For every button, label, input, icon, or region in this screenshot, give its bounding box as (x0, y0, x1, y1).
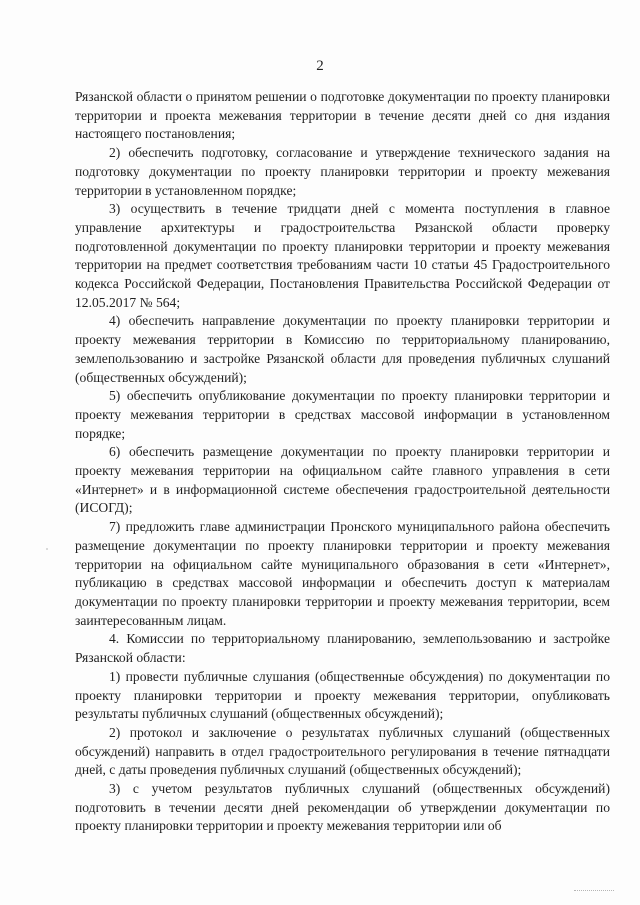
paragraph-section-4-item-2: 2) протокол и заключение о результатах публичных слушаний (общественных обсуждений) направить в отдел градостроительного регулирования в течение пятнадцати дней, с даты проведения публичных слушаний (общественных обсуждений); (75, 724, 610, 778)
paragraph-item-4: 4) обеспечить направление документации по проекту планировки территории и проекту межевания территории в Комиссию по территориальному планированию, землепользованию и застройке Рязанской области для проведения публичных слушаний (общественных обсуждений); (75, 313, 610, 385)
paragraph-section-4-item-1: 1) провести публичные слушания (общественные обсуждения) по документации по проекту планировки территории и проекту межевания территории, опубликовать результаты публичных слушаний (общественных обсуждений); (75, 668, 610, 722)
scan-edge-mark (574, 890, 614, 893)
scan-speck (46, 548, 48, 550)
paragraph-item-6: 6) обеспечить размещение документации по проекту планировки территории и проекту межевания территории на официальном сайте главного управления в сети «Интернет» и в информационной системе обеспечения градостроительной деятельности (ИСОГД); (75, 444, 610, 516)
document-body (75, 88, 610, 836)
paragraph-item-7: 7) предложить главе администрации Пронского муниципального района обеспечить размещение документации по проекту планировки территории и проекту межевания территории на официальном сайте муниципального образования в сети «Интернет», публикацию в средствах массовой информации и обеспечить доступ к материалам документации по проекту планировки территории и проекту межевания территории, всем заинтересованным лицам. (75, 519, 610, 628)
paragraph-item-2: 2) обеспечить подготовку, согласование и утверждение технического задания на подготовку документации по проекту планировки территории и проекту межевания территории в установленном порядке; (75, 145, 610, 198)
paragraph-item-3: 3) осуществить в течение тридцати дней с момента поступления в главное управление архитектуры и градостроительства Рязанской области проверку подготовленной документации по проекту планировки территории и проекту межевания территории на предмет соответствия требованиям части 10 статьи 45 Градостроительного кодекса Российской Федерации, Постановления Правительства Российской Федерации от 12.05.2017 № 564; (75, 201, 610, 310)
paragraph-section-4: 4. Комиссии по территориальному планированию, землепользованию и застройке Рязанской области: (75, 631, 610, 666)
paragraph-continuation: Рязанской области о принятом решении о подготовке документации по проекту планировки территории и проекта межевания территории в течение десяти дней со дня издания настоящего постановления; (75, 89, 610, 142)
page-number: 2 (316, 58, 324, 74)
paragraph-section-4-item-3: 3) с учетом результатов публичных слушаний (общественных обсуждений) подготовить в течении десяти дней рекомендации об утверждении документации по проекту планировки территории и проекту межевания территории или об (75, 781, 610, 834)
paragraph-item-5: 5) обеспечить опубликование документации по проекту планировки территории и проекту межевания территории в средствах массовой информации в установленном порядке; (75, 388, 610, 441)
